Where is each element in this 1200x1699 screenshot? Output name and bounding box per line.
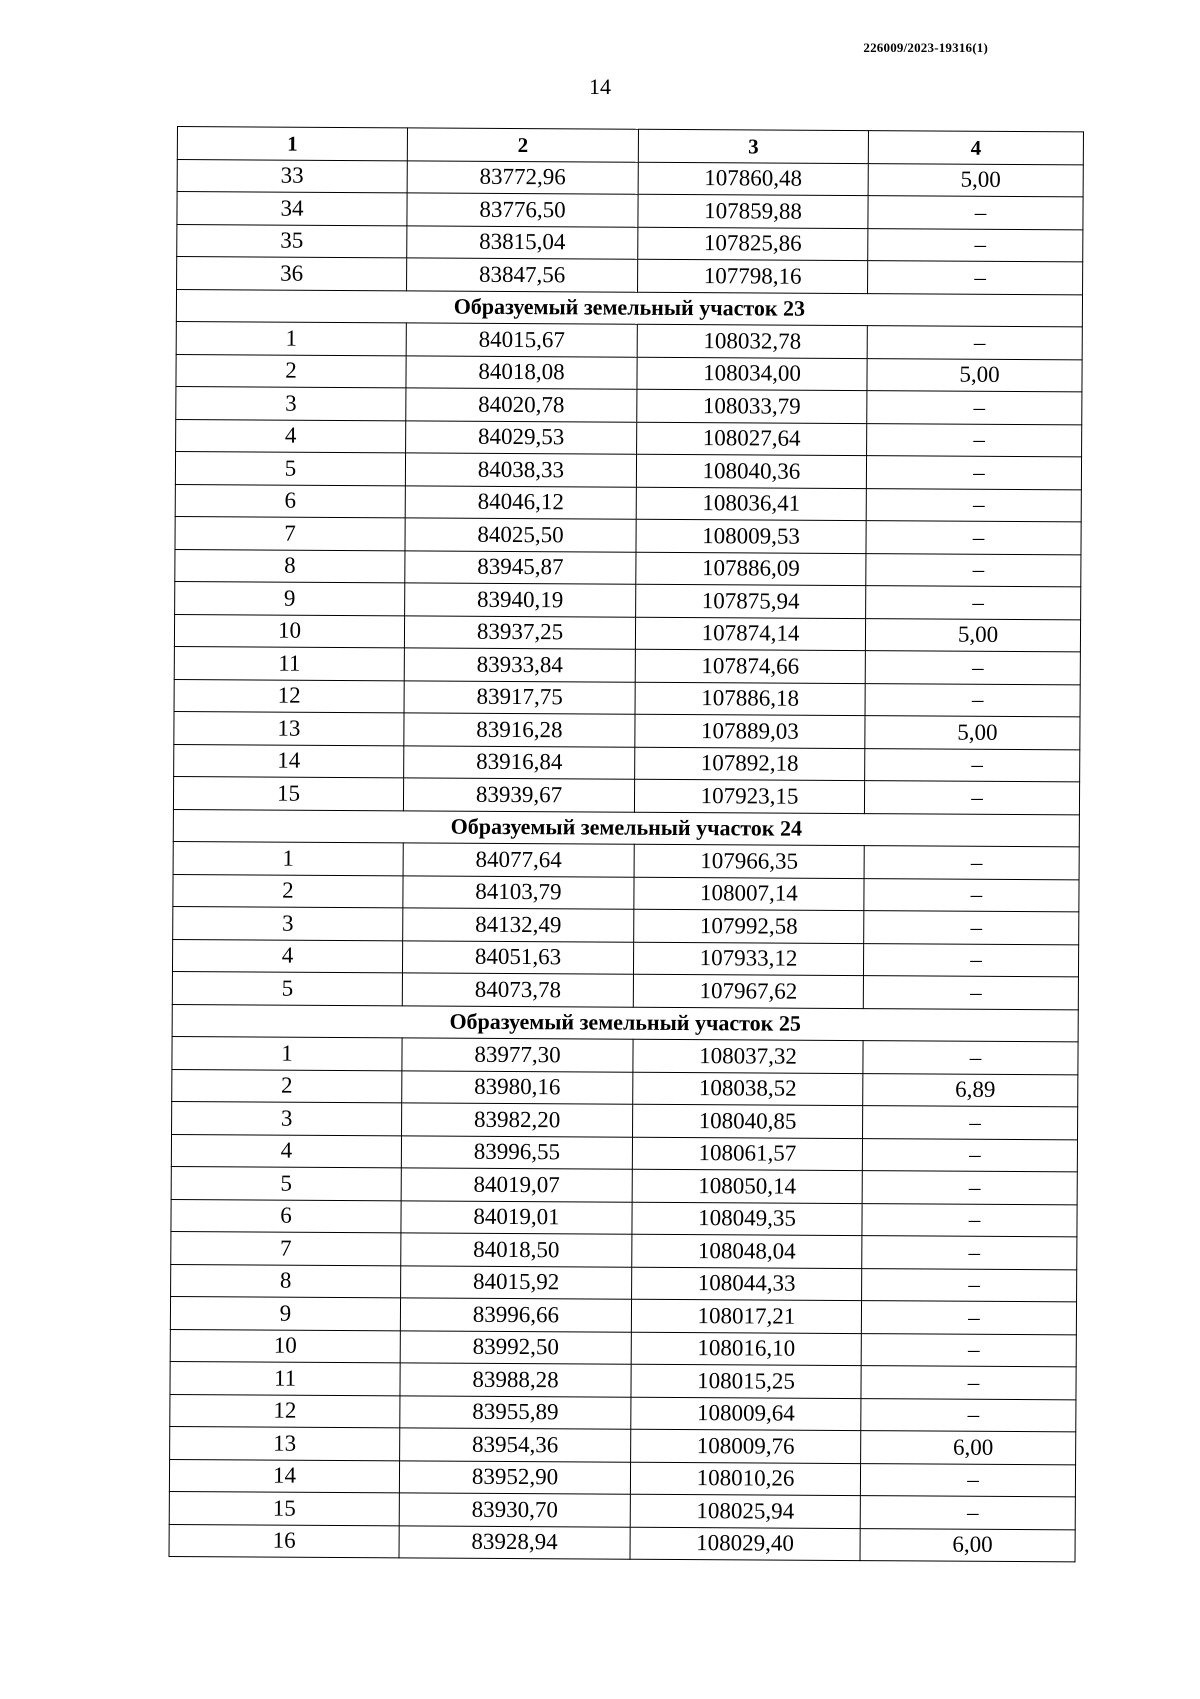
point-number: 6 [171, 1199, 401, 1233]
coordinate-x: 84019,07 [401, 1168, 632, 1202]
coordinate-y: 108007,14 [634, 877, 864, 911]
section-header-row [173, 809, 1079, 847]
coordinates-table [169, 126, 1084, 1562]
coordinate-y: 108009,64 [631, 1397, 861, 1431]
point-number: 4 [171, 1134, 401, 1168]
point-number: 8 [175, 549, 405, 583]
table-row [174, 744, 1080, 782]
coordinate-y: 108048,04 [632, 1234, 862, 1268]
point-number: 5 [172, 971, 402, 1005]
point-number: 1 [172, 1036, 402, 1070]
point-number: 12 [170, 1394, 400, 1428]
table-row [176, 419, 1082, 457]
coordinate-x: 84029,53 [406, 420, 637, 454]
coordinate-y: 107886,09 [636, 552, 866, 586]
coordinate-y: 108027,64 [637, 422, 867, 456]
distance-value: 6,00 [861, 1431, 1076, 1465]
header-col-4: 4 [868, 131, 1083, 165]
table-row [177, 224, 1083, 262]
distance-value: – [864, 911, 1079, 945]
table-row [177, 192, 1083, 230]
coordinate-y: 108029,40 [630, 1527, 860, 1561]
point-number: 3 [176, 386, 406, 420]
point-number: 7 [175, 516, 405, 550]
table-row [177, 257, 1083, 295]
coordinate-y: 108036,41 [636, 487, 866, 521]
coordinate-y: 107825,86 [638, 227, 868, 261]
coordinate-x: 84046,12 [405, 485, 636, 519]
table-row [172, 1101, 1078, 1139]
distance-value: – [868, 196, 1083, 230]
table-row [176, 386, 1082, 424]
coordinate-x: 83992,50 [400, 1330, 631, 1364]
table-row [174, 679, 1080, 717]
point-number: 34 [177, 192, 407, 226]
coordinate-y: 108017,21 [631, 1299, 861, 1333]
distance-value: – [862, 1203, 1077, 1237]
distance-value: – [865, 651, 1080, 685]
coordinate-y: 107933,12 [633, 942, 863, 976]
coordinate-y: 107860,48 [638, 162, 868, 196]
table-row [170, 1329, 1076, 1367]
coordinate-x: 83916,28 [404, 713, 635, 747]
point-number: 14 [169, 1459, 399, 1493]
table-row [175, 451, 1081, 489]
table-row [170, 1296, 1076, 1334]
point-number: 4 [172, 939, 402, 973]
table-row [170, 1361, 1076, 1399]
header-col-1: 1 [177, 127, 407, 161]
section-title: Образуемый земельный участок 23 [176, 289, 1082, 327]
table-row [175, 549, 1081, 587]
coordinate-x: 84019,01 [401, 1200, 632, 1234]
section-title: Образуемый земельный участок 24 [173, 809, 1079, 847]
coordinate-x: 84073,78 [402, 973, 633, 1007]
point-number: 15 [173, 776, 403, 810]
coordinate-x: 83952,90 [399, 1460, 630, 1494]
distance-value: – [864, 878, 1079, 912]
coordinate-y: 107886,18 [635, 682, 865, 716]
coordinate-x: 84025,50 [405, 518, 636, 552]
coordinate-y: 108009,76 [631, 1429, 861, 1463]
coordinate-x: 83916,84 [404, 745, 635, 779]
table-row [174, 646, 1080, 684]
coordinate-y: 108040,36 [636, 454, 866, 488]
distance-value: – [861, 1301, 1076, 1335]
coordinate-x: 84018,08 [406, 355, 637, 389]
distance-value: – [863, 1041, 1078, 1075]
coordinate-x: 83996,55 [401, 1135, 632, 1169]
coordinate-x: 84077,64 [403, 843, 634, 877]
distance-value: 5,00 [865, 618, 1080, 652]
point-number: 12 [174, 679, 404, 713]
table-row [175, 484, 1081, 522]
point-number: 6 [175, 484, 405, 518]
distance-value: – [864, 781, 1079, 815]
distance-value: 5,00 [867, 358, 1082, 392]
coordinate-x: 84051,63 [402, 940, 633, 974]
coordinate-y: 108050,14 [632, 1169, 862, 1203]
distance-value: 5,00 [865, 716, 1080, 750]
distance-value: – [863, 1106, 1078, 1140]
coordinate-y: 107892,18 [635, 747, 865, 781]
point-number: 11 [174, 646, 404, 680]
coordinate-x: 83815,04 [407, 225, 638, 259]
table-row [176, 321, 1082, 359]
header-col-2: 2 [407, 128, 638, 162]
distance-value: – [867, 423, 1082, 457]
point-number: 9 [170, 1296, 400, 1330]
coordinate-y: 108037,32 [633, 1039, 863, 1073]
distance-value: – [865, 683, 1080, 717]
point-number: 7 [171, 1231, 401, 1265]
coordinate-x: 83955,89 [400, 1395, 631, 1429]
distance-value: – [862, 1268, 1077, 1302]
distance-value: – [868, 261, 1083, 295]
table-row [172, 971, 1078, 1009]
point-number: 33 [177, 159, 407, 193]
coordinate-x: 83930,70 [399, 1493, 630, 1527]
table-row [177, 159, 1083, 197]
coordinate-x: 83937,25 [404, 615, 635, 649]
coordinate-y: 108033,79 [637, 389, 867, 423]
table-row [173, 874, 1079, 912]
table-row [173, 776, 1079, 814]
table-row [169, 1524, 1075, 1562]
coordinate-y: 107889,03 [635, 714, 865, 748]
coordinate-y: 108009,53 [636, 519, 866, 553]
coordinate-y: 108061,57 [632, 1137, 862, 1171]
section-header-row [172, 1004, 1078, 1042]
distance-value: – [866, 586, 1081, 620]
coordinate-x: 83772,96 [407, 160, 638, 194]
coordinate-x: 83847,56 [407, 258, 638, 292]
coordinate-x: 83939,67 [403, 778, 634, 812]
coordinate-x: 83996,66 [400, 1298, 631, 1332]
table-row [173, 906, 1079, 944]
coordinate-y: 108040,85 [633, 1104, 863, 1138]
table-row [174, 614, 1080, 652]
coordinate-y: 107966,35 [634, 844, 864, 878]
coordinate-y: 107874,66 [635, 649, 865, 683]
table-row [171, 1264, 1077, 1302]
table-row [176, 354, 1082, 392]
coordinate-y: 108038,52 [633, 1072, 863, 1106]
coordinate-x: 83980,16 [402, 1070, 633, 1104]
coordinate-x: 84038,33 [405, 453, 636, 487]
coordinate-x: 83933,84 [404, 648, 635, 682]
table-row [171, 1231, 1077, 1269]
section-title: Образуемый земельный участок 25 [172, 1004, 1078, 1042]
table-header-row [177, 127, 1083, 165]
point-number: 8 [171, 1264, 401, 1298]
point-number: 1 [173, 841, 403, 875]
coordinate-y: 107859,88 [638, 194, 868, 228]
point-number: 2 [173, 874, 403, 908]
header-col-3: 3 [638, 129, 868, 163]
table-row [174, 711, 1080, 749]
coordinate-y: 108010,26 [630, 1462, 860, 1496]
distance-value: – [860, 1496, 1075, 1530]
distance-value: – [864, 846, 1079, 880]
coordinate-x: 84018,50 [401, 1233, 632, 1267]
coordinate-y: 108025,94 [630, 1494, 860, 1528]
distance-value: – [868, 228, 1083, 262]
table-row [170, 1426, 1076, 1464]
coordinate-x: 83977,30 [402, 1038, 633, 1072]
coordinate-y: 108049,35 [632, 1202, 862, 1236]
table-row [169, 1491, 1075, 1529]
point-number: 11 [170, 1361, 400, 1395]
table-row [172, 1069, 1078, 1107]
table-row [172, 1036, 1078, 1074]
distance-value: – [860, 1463, 1075, 1497]
point-number: 2 [172, 1069, 402, 1103]
distance-value: 5,00 [868, 163, 1083, 197]
distance-value: – [867, 326, 1082, 360]
point-number: 10 [170, 1329, 400, 1363]
distance-value: – [861, 1366, 1076, 1400]
point-number: 4 [176, 419, 406, 453]
point-number: 1 [176, 321, 406, 355]
distance-value: – [861, 1333, 1076, 1367]
coordinate-x: 84015,92 [401, 1265, 632, 1299]
distance-value: – [862, 1236, 1077, 1270]
distance-value: – [866, 521, 1081, 555]
point-number: 16 [169, 1524, 399, 1558]
table-row [171, 1166, 1077, 1204]
point-number: 36 [177, 257, 407, 291]
point-number: 3 [173, 906, 403, 940]
distance-value: – [867, 391, 1082, 425]
document-id: 226009/2023-19316(1) [863, 40, 988, 55]
distance-value: – [865, 748, 1080, 782]
point-number: 13 [174, 711, 404, 745]
coordinate-y: 107923,15 [634, 779, 864, 813]
point-number: 9 [175, 581, 405, 615]
distance-value: – [863, 976, 1078, 1010]
point-number: 10 [174, 614, 404, 648]
coordinate-x: 83982,20 [402, 1103, 633, 1137]
coordinate-x: 83917,75 [404, 680, 635, 714]
table-row [169, 1459, 1075, 1497]
point-number: 2 [176, 354, 406, 388]
coordinate-x: 83945,87 [405, 550, 636, 584]
coordinate-y: 107874,14 [635, 617, 865, 651]
coordinate-x: 84132,49 [403, 908, 634, 942]
distance-value: – [866, 456, 1081, 490]
coordinate-x: 84020,78 [406, 388, 637, 422]
coordinate-y: 107875,94 [636, 584, 866, 618]
distance-value: 6,89 [863, 1073, 1078, 1107]
distance-value: 6,00 [860, 1528, 1075, 1562]
table-row [172, 939, 1078, 977]
coordinate-y: 108015,25 [631, 1364, 861, 1398]
coordinate-x: 83928,94 [399, 1525, 630, 1559]
table-row [175, 581, 1081, 619]
table-row [175, 516, 1081, 554]
coordinate-x: 83940,19 [405, 583, 636, 617]
coordinate-x: 83988,28 [400, 1363, 631, 1397]
point-number: 15 [169, 1491, 399, 1525]
coordinate-y: 108016,10 [631, 1332, 861, 1366]
distance-value: – [862, 1138, 1077, 1172]
point-number: 14 [174, 744, 404, 778]
section-header-row [176, 289, 1082, 327]
distance-value: – [863, 943, 1078, 977]
coordinate-y: 107992,58 [634, 909, 864, 943]
coordinate-x: 84103,79 [403, 875, 634, 909]
point-number: 35 [177, 224, 407, 258]
table-body [169, 159, 1083, 1562]
coordinate-x: 84015,67 [406, 323, 637, 357]
coordinate-x: 83954,36 [400, 1428, 631, 1462]
table-row [173, 841, 1079, 879]
coordinate-y: 107798,16 [638, 259, 868, 293]
point-number: 13 [170, 1426, 400, 1460]
distance-value: – [866, 488, 1081, 522]
distance-value: – [861, 1398, 1076, 1432]
distance-value: – [866, 553, 1081, 587]
point-number: 3 [172, 1101, 402, 1135]
coordinate-y: 108044,33 [632, 1267, 862, 1301]
table-row [171, 1134, 1077, 1172]
coordinate-y: 108034,00 [637, 357, 867, 391]
page-number: 14 [589, 74, 611, 99]
point-number: 5 [175, 451, 405, 485]
coordinate-x: 83776,50 [407, 193, 638, 227]
table-row [171, 1199, 1077, 1237]
distance-value: – [862, 1171, 1077, 1205]
point-number: 5 [171, 1166, 401, 1200]
table-row [170, 1394, 1076, 1432]
coordinate-y: 108032,78 [637, 324, 867, 358]
coordinate-y: 107967,62 [633, 974, 863, 1008]
